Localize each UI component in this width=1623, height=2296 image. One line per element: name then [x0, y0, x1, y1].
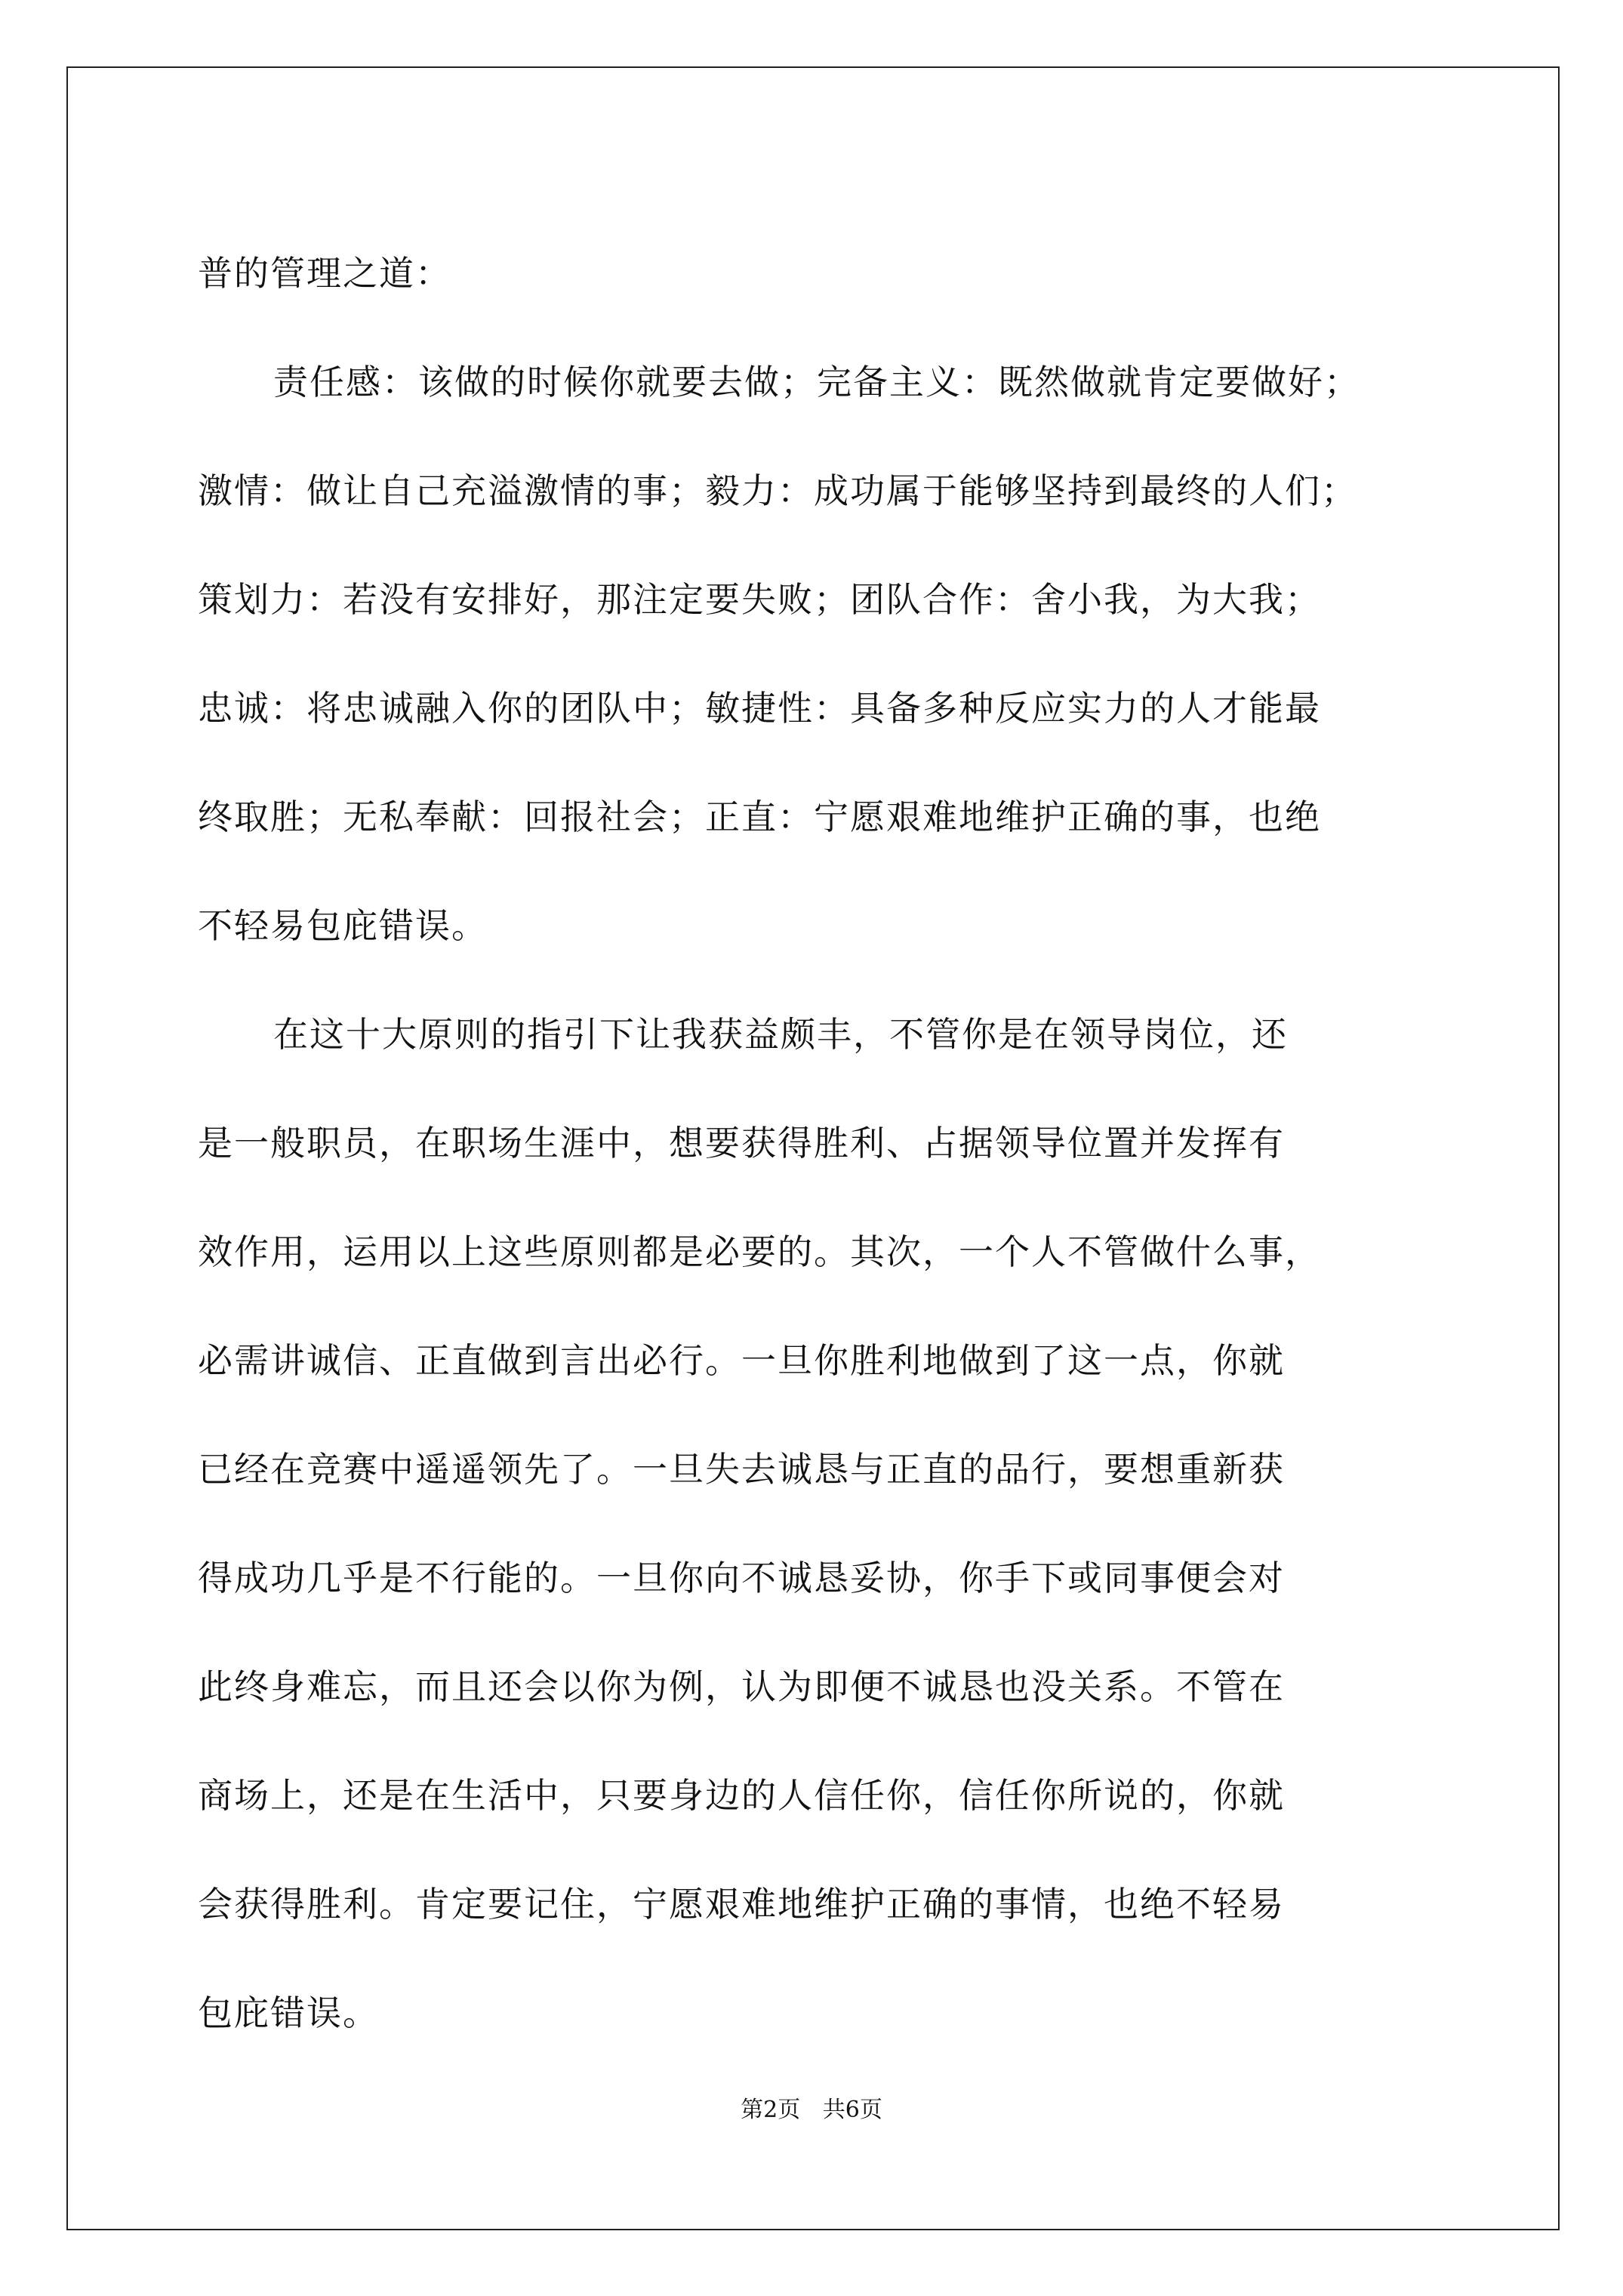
page-footer [0, 2095, 1623, 2125]
paragraph-reflection [198, 980, 1436, 2067]
text-line: 得成功几乎是不行能的。一旦你向不诚恳妥协，你手下或同事便会对 [198, 1558, 1285, 1598]
text-line: 是一般职员，在职场生涯中，想要获得胜利、占据领导位置并发挥有 [198, 1123, 1285, 1163]
document-body [198, 219, 1436, 2067]
text-line: 普的管理之道： [198, 253, 451, 294]
text-line: 效作用，运用以上这些原则都是必要的。其次，一个人不管做什么事， [198, 1231, 1321, 1272]
page-number-current: 第2页 [741, 2097, 801, 2123]
paragraph-intro [198, 219, 1436, 328]
text-line: 策划力：若没有安排好，那注定要失败；团队合作：舍小我，为大我； [198, 579, 1321, 620]
text-line: 不轻易包庇错误。 [198, 905, 488, 946]
text-line: 终取胜；无私奉献：回报社会；正直：宁愿艰难地维护正确的事，也绝 [198, 797, 1321, 837]
text-line: 会获得胜利。肯定要记住，宁愿艰难地维护正确的事情，也绝不轻易 [198, 1884, 1285, 1925]
text-line: 在这十大原则的指引下让我获益颇丰，不管你是在领导岗位，还 [273, 1014, 1288, 1055]
text-line: 忠诚：将忠诚融入你的团队中；敏捷性：具备多种反应实力的人才能最 [198, 688, 1321, 729]
text-line: 必需讲诚信、正直做到言出必行。一旦你胜利地做到了这一点，你就 [198, 1340, 1285, 1381]
text-line: 责任感：该做的时候你就要去做；完备主义：既然做就肯定要做好； [273, 362, 1360, 402]
text-line: 已经在竞赛中遥遥领先了。一旦失去诚恳与正直的品行，要想重新获 [198, 1449, 1285, 1490]
text-line: 包庇错误。 [198, 1992, 379, 2033]
page-number-total: 共6页 [822, 2097, 882, 2123]
text-line: 激情：做让自己充溢激情的事；毅力：成功属于能够坚持到最终的人们； [198, 470, 1357, 511]
paragraph-principles [198, 328, 1436, 980]
text-line: 此终身难忘，而且还会以你为例，认为即便不诚恳也没关系。不管在 [198, 1666, 1285, 1707]
text-line: 商场上，还是在生活中，只要身边的人信任你，信任你所说的，你就 [198, 1775, 1285, 1816]
